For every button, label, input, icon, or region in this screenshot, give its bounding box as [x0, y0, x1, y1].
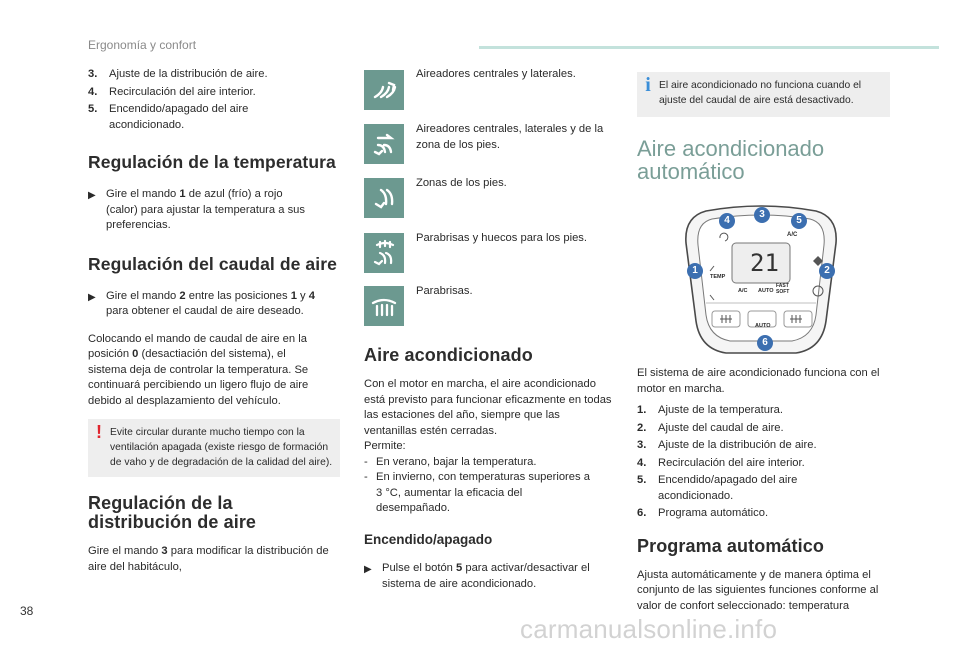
watermark: carmanualsonline.info — [520, 614, 778, 644]
airflow-instruction: ▶ Gire el mando 2 entre las posiciones 1 y 4 para obtener el caudal de aire deseado. — [88, 289, 343, 320]
arrow-bullet-icon: ▶ — [88, 291, 96, 303]
list-item: 5. Encendido/apagado del aire acondicionado. — [88, 103, 249, 131]
list-item: - En verano, bajar la temperatura. — [364, 455, 537, 468]
feet-icon — [364, 178, 404, 218]
callout-1: 1 — [687, 263, 703, 279]
temperature-instruction: ▶ Gire el mando 1 de azul (frío) a rojo (calor) para ajustar la temperatura a sus preferencias. — [88, 187, 343, 234]
ac-heading: Aire acondicionado — [364, 345, 533, 365]
info-icon: i — [645, 74, 651, 96]
ac-section — [364, 345, 619, 592]
list-item: 2. Ajuste del caudal de aire. — [637, 421, 784, 434]
ac-paragraph: Con el motor en marcha, el aire acondicionado está previsto para funcionar eficazmente en todas las estaciones del año, siempre que las ventanillas estén cerradas. — [364, 378, 612, 437]
onoff-heading: Encendido/apagado — [364, 531, 493, 547]
onoff-instruction: ▶ Pulse el botón 5 para activar/desactivar el sistema de aire acondicionado. — [364, 561, 619, 592]
windscreen-icon — [364, 286, 404, 326]
control-list — [637, 403, 892, 522]
info-box: i El aire acondicionado no funciona cuando el ajuste del caudal de aire está desactivado. — [637, 72, 890, 117]
callout-6: 6 — [757, 335, 773, 351]
callout-4: 4 — [719, 213, 735, 229]
distribution-paragraph: Gire el mando 3 para modificar la distribución de aire del habitáculo, — [88, 545, 329, 573]
ac-permite: Permite: — [364, 440, 406, 452]
temperature-display: 21 — [750, 249, 779, 277]
distribution-section — [88, 494, 343, 575]
arrow-bullet-icon: ▶ — [88, 190, 96, 201]
callout-3: 3 — [754, 207, 770, 223]
warning-icon: ! — [96, 422, 102, 442]
windscreen-and-feet-icon — [364, 233, 404, 273]
list-item: - En invierno, con temperaturas superiores a 3 °C, aumentar la eficacia del desempañado. — [364, 471, 590, 514]
mode-text: Parabrisas y huecos para los pies. — [416, 232, 588, 244]
list-item: 6. Programa automático. — [637, 507, 769, 519]
distribution-heading: Regulación de la distribución de aire — [88, 493, 257, 532]
control-list-top — [88, 67, 343, 133]
list-item: 3. Ajuste de la distribución de aire. — [88, 68, 268, 80]
auto-program-paragraph: Ajusta automáticamente y de manera óptima el conjunto de las siguientes funciones conforme al valor de confort seleccionado: temperatura — [637, 568, 879, 612]
callout-5: 5 — [791, 213, 807, 229]
column-1 — [88, 67, 343, 409]
temperature-heading: Regulación de la temperatura — [88, 152, 336, 172]
airflow-heading: Regulación del caudal de aire — [88, 253, 337, 274]
list-item: 4. Recirculación del aire interior. — [637, 456, 805, 469]
airflow-paragraph: Colocando el mando de caudal de aire en la posición 0 (desactiación del sistema), el sistema deja de controlar la temperatura. Se continuará percibiendo un ligero flujo de aire debido al desplazamiento del vehículo. — [88, 332, 309, 407]
list-item: 1. Ajuste de la temperatura. — [637, 404, 783, 416]
header-rule — [479, 46, 939, 49]
auto-program-heading: Programa automático — [637, 535, 824, 556]
section-header: Ergonomía y confort — [88, 38, 197, 52]
mode-text: Aireadores centrales, laterales y de la zona de los pies. — [416, 123, 604, 151]
callout-2: 2 — [819, 263, 835, 279]
auto-paragraph: El sistema de aire acondicionado funciona con el motor en marcha. — [637, 367, 880, 395]
mode-text: Zonas de los pies. — [416, 177, 507, 189]
vents-and-feet-icon — [364, 124, 404, 164]
column-3-text — [637, 366, 892, 614]
list-item: 5. Encendido/apagado del aire acondicionado. — [637, 474, 798, 502]
mode-text: Parabrisas. — [416, 285, 473, 297]
auto-ac-heading: Aire acondicionado automático — [637, 136, 825, 184]
list-item: 3. Ajuste de la distribución de aire. — [637, 439, 817, 451]
central-lateral-vents-icon — [364, 70, 404, 110]
climate-control-panel: 21 A/C TEMP A/C AUTO FAST SOFT AUTO 3 4 5 1 2 6 — [676, 203, 846, 360]
arrow-bullet-icon: ▶ — [364, 564, 372, 575]
list-item: 4. Recirculación del aire interior. — [88, 85, 256, 98]
warning-box: ! Evite circular durante mucho tiempo con la ventilación apagada (existe riesgo de formación de vaho y de degradación de la calidad del aire). — [88, 419, 340, 477]
mode-text: Aireadores centrales y laterales. — [416, 68, 576, 80]
page-number: 38 — [20, 604, 34, 618]
